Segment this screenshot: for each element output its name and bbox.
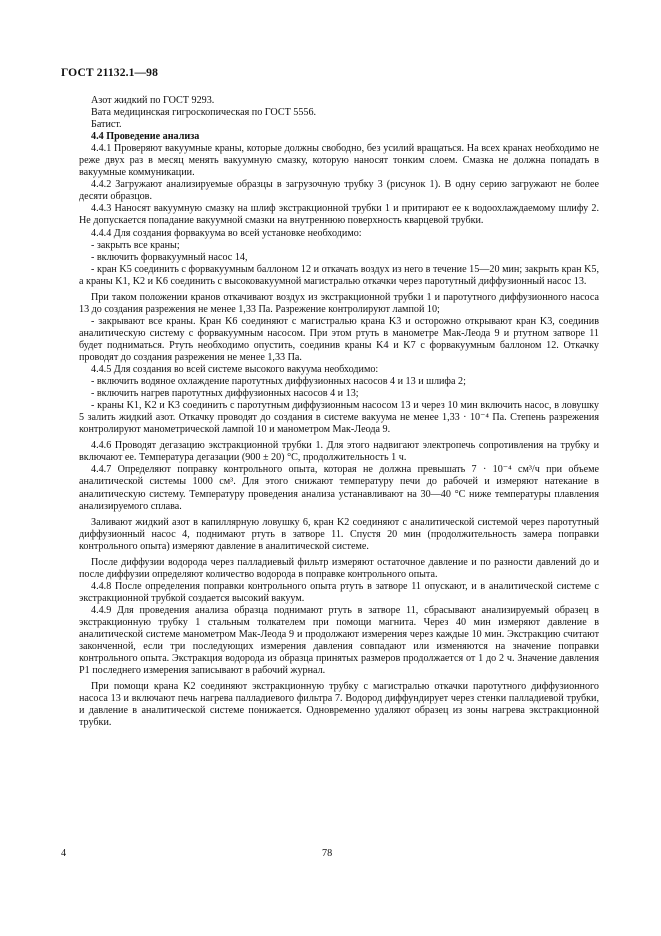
list-item: - краны K1, K2 и K3 соединить с паротутным диффузионным насосом 13 и через 10 мин включить насос, в ловушку 5 залить жидкий азот. Откачку проводят до создания в системе вакуума не менее 1,33 · 10⁻⁴ Па. Степень разрежения контролируют манометрической лампой 10 и манометром Мак-Леода 9. [79,400,599,436]
paragraph: Батист. [91,119,122,131]
page-number-left: 4 [61,848,67,859]
paragraph: Азот жидкий по ГОСТ 9293. [91,95,215,106]
page-number-center: 78 [322,848,333,859]
list-item: - включить форвакуумный насос 14, [91,251,248,263]
section-heading: 4.4 Проведение анализа [91,131,200,143]
paragraph: 4.4.1 Проверяют вакуумные краны, которые должны свободно, без усилий вращаться. На всех кранах необходимо не реже двух раз в месяц менять вакуумную смазку, которую наносят тонким слоем. Смазка не должна попадать в вакуумные коммуникации. [79,143,599,179]
paragraph: При помощи крана K2 соединяют экстракционную трубку с магистралью откачки паротутного диффузионного насоса 13 и включают печь нагрева палладиевого фильтра 7. Водород диффундирует через стенки палладиевой трубки, и давление в аналитической системе понижается. Одновременно удаляют образец из зоны нагрева экстракционной трубки. [79,681,599,729]
paragraph: Заливают жидкий азот в капиллярную ловушку 6, кран K2 соединяют с аналитической системой через паротутный диффузионный насос 4, поднимают ртуть в затворе 11. Спустя 20 мин (продолжительность замера поправки контрольного опыта) измеряют давление в аналитической системе. [79,516,599,552]
paragraph: 4.4.5 Для создания во всей системе высокого вакуума необходимо: [91,364,379,376]
paragraph: 4.4.8 После определения поправки контрольного опыта ртуть в затворе 11 опускают, и в аналитической системе с экстракционной трубкой создается высокий вакуум. [79,580,599,604]
paragraph: При таком положении кранов откачивают воздух из экстракционной трубки 1 и паротутного диффузионного насоса 13 до создания разрежения не менее 1,33 Па. Разрежение контролируют лампой 10; [79,291,599,315]
paragraph: 4.4.9 Для проведения анализа образца поднимают ртуть в затворе 11, сбрасывают анализируемый образец в экстракционную трубку 1 стальным толкателем при помощи магнита. Через 40 мин измеряют давление в аналитической системе манометром Мак-Леода 9 и продолжают измерения через каждые 10 мин. Экстракцию считают законченной, если три последующих измерения давления совпадают или изменяются на значение поправки контрольного опыта. Экстракция водорода из образца принятых размеров продолжается от 1 до 2 ч. Значение давления P1 последнего измерения записывают в рабочий журнал. [79,604,599,677]
list-item: - закрывают все краны. Кран K6 соединяют с магистралью крана K3 и осторожно открывают кран K3, соединив аналитическую систему с форвакуумным насосом. При этом ртуть в манометре Мак-Леода 9 и ртутном затворе 11 будет подниматься. Ртуть необходимо опустить, соединив краны K4 и K7 с форвакуумным баллоном 12. Откачку проводят до создания разрежения не менее 1,33 Па. [79,315,599,363]
document-body [79,95,599,729]
paragraph: 4.4.2 Загружают анализируемые образцы в загрузочную трубку 3 (рисунок 1). В одну серию загружают не более десяти образцов. [79,179,599,203]
list-item: - включить нагрев паротутных диффузионных насосов 4 и 13; [91,388,359,400]
document-code: ГОСТ 21132.1—98 [61,66,158,79]
paragraph: 4.4.3 Наносят вакуумную смазку на шлиф экстракционной трубки 1 и притирают ее к водоохлаждаемому шлифу 2. Не допускается попадание вакуумной смазки на внутреннюю поверхность кварцевой трубки. [79,203,599,227]
paragraph: 4.4.6 Проводят дегазацию экстракционной трубки 1. Для этого надвигают электропечь сопротивления на трубку и включают ее. Температура дегазации (900 ± 20) °С, продолжительность 1 ч. [79,440,599,464]
paragraph: 4.4.7 Определяют поправку контрольного опыта, которая не должна превышать 7 · 10⁻⁴ см³/ч при объеме аналитической системы 1000 см³. Для этого снижают температуру печи до рабочей и измеряют натекание в аналитическую систему. Температуру проведения анализа устанавливают на 30—40 °С ниже температуры плавления анализируемого сплава. [79,464,599,512]
list-item: - кран K5 соединить с форвакуумным баллоном 12 и откачать воздух из него в течение 15—20 мин; закрыть кран K5, а краны K1, K2 и K6 соединить с высоковакуумной магистралью откачки через паротутный диффузионный насос 13. [79,263,599,287]
list-item: - закрыть все краны; [91,239,180,251]
paragraph: После диффузии водорода через палладиевый фильтр измеряют остаточное давление и по разности давлений до и после диффузии определяют количество водорода в поправке контрольного опыта. [79,556,599,580]
paragraph: Вата медицинская гигроскопическая по ГОСТ 5556. [91,107,317,119]
paragraph: 4.4.4 Для создания форвакуума во всей установке необходимо: [91,227,362,239]
list-item: - включить водяное охлаждение паротутных диффузионных насосов 4 и 13 и шлифа 2; [91,376,466,388]
